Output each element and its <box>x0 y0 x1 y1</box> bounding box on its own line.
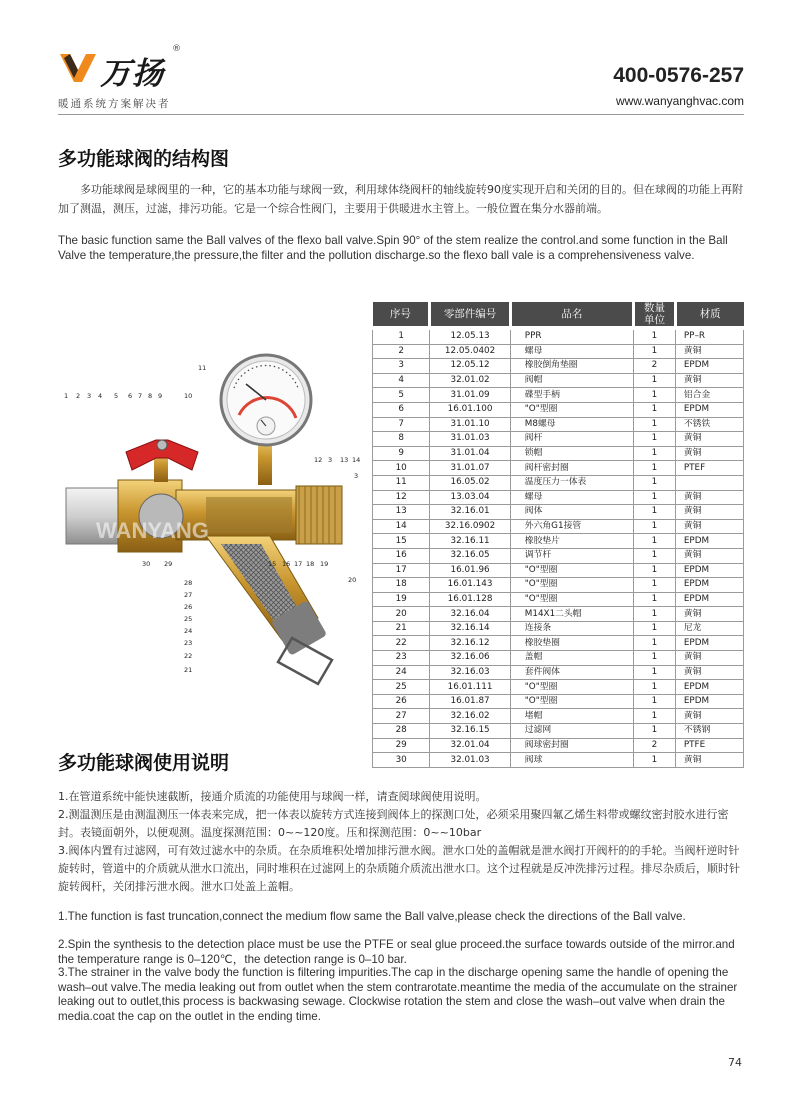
cell-qty: 1 <box>634 373 676 388</box>
cell-qty: 1 <box>634 432 676 447</box>
cell-qty: 1 <box>634 621 676 636</box>
section-title-usage: 多功能球阀使用说明 <box>58 752 230 774</box>
callout-number: 17 <box>294 560 303 568</box>
usage-en-3: 3.The strainer in the valve body the function is filtering impurities.The cap in the discharge opening same the handle of opening the wash–out valve.The media leaking out from outlet when the stem contrarotate.meantime the media of the accumulate on the strainer leaking out to outlet,this process is backwasing sewage. Clockwise rotation the stem and close the wash–out valve when drain the media.coat the cap on the outlet in the ending time. <box>58 966 738 1023</box>
col-header-no: 序号 <box>373 302 430 328</box>
temperature-pressure-gauge <box>221 355 311 485</box>
table-row <box>373 373 744 388</box>
brand-logo-icon <box>58 48 98 88</box>
cell-part-code: 32.01.04 <box>430 738 510 753</box>
cell-part-code: 13.03.04 <box>430 490 510 505</box>
cell-name: 盖帽 <box>510 651 633 666</box>
callout-number: 8 <box>148 392 153 400</box>
usage-cn-3: 3.阀体内置有过滤网，可有效过滤水中的杂质。在杂质堆积处增加排污泄水阀。泄水口处的盖帽就是泄水阀打开阀杆的的手轮。当阀杆逆时针旋转时，管道中的介质就从泄水口流出，同时堆积在过滤网上的杂质随介质流出泄水口。这个过程就是反冲洗排污过程。排尽杂质后，顺时针旋转阀杆，关闭排污泄水阀。泄水口处盖上盖帽。 <box>58 844 740 893</box>
callout-number: 28 <box>184 579 193 587</box>
cell-qty: 1 <box>634 651 676 666</box>
table-row <box>373 519 744 534</box>
cell-part-code: 16.01.111 <box>430 680 510 695</box>
cell-no: 19 <box>373 592 430 607</box>
cell-name: 橡胶垫片 <box>510 534 633 549</box>
table-row <box>373 548 744 563</box>
cell-name: "O"型圈 <box>510 694 633 709</box>
callout-number: 2 <box>76 392 81 400</box>
callout-number: 5 <box>114 392 119 400</box>
cell-qty: 1 <box>634 694 676 709</box>
cell-part-code: 32.01.02 <box>430 373 510 388</box>
intro-paragraph-cn: 多功能球阀是球阀里的一种，它的基本功能与球阀一致，利用球体绕阀杆的轴线旋转90度实现开启和关闭的目的。但在球阀的功能上再附加了测温，测压，过滤，排污功能。它是一个综合性阀门，主要用于供暖进水主管上。一般位置在集分水器前端。 <box>58 183 743 215</box>
callout-number: 15 <box>268 560 277 568</box>
cell-material: EPDM <box>675 534 743 549</box>
cell-name: 调节杆 <box>510 548 633 563</box>
header-divider <box>58 114 744 115</box>
callout-number: 18 <box>306 560 315 568</box>
cell-qty: 1 <box>634 475 676 490</box>
table-row <box>373 505 744 520</box>
cell-part-code: 32.01.03 <box>430 753 510 768</box>
callout-number: 21 <box>184 666 193 674</box>
cell-part-code: 32.16.06 <box>430 651 510 666</box>
cell-qty: 1 <box>634 417 676 432</box>
cell-name: "O"型圈 <box>510 402 633 417</box>
cell-qty: 1 <box>634 563 676 578</box>
cell-qty: 1 <box>634 388 676 403</box>
cell-name: 碟型手柄 <box>510 388 633 403</box>
callout-number: 10 <box>184 392 193 400</box>
callout-number: 25 <box>184 615 193 623</box>
cell-qty: 1 <box>634 344 676 359</box>
cell-name: 锁帽 <box>510 446 633 461</box>
cell-name: 阀球密封圈 <box>510 738 633 753</box>
cell-no: 21 <box>373 621 430 636</box>
cell-material: 黄铜 <box>675 753 743 768</box>
cell-part-code: 16.01.100 <box>430 402 510 417</box>
callout-number: 3 <box>328 456 333 464</box>
cell-name: 阀球 <box>510 753 633 768</box>
cell-name: 套件阀体 <box>510 665 633 680</box>
cell-no: 16 <box>373 548 430 563</box>
cell-no: 24 <box>373 665 430 680</box>
cell-no: 2 <box>373 344 430 359</box>
cell-no: 9 <box>373 446 430 461</box>
table-row <box>373 607 744 622</box>
cell-part-code: 31.01.07 <box>430 461 510 476</box>
cell-qty: 1 <box>634 519 676 534</box>
cell-no: 14 <box>373 519 430 534</box>
cell-material: EPDM <box>675 694 743 709</box>
cell-no: 11 <box>373 475 430 490</box>
cell-no: 13 <box>373 505 430 520</box>
callout-number: 22 <box>184 652 193 660</box>
cell-qty: 1 <box>634 636 676 651</box>
table-row <box>373 592 744 607</box>
callout-number: 29 <box>164 560 173 568</box>
cell-no: 10 <box>373 461 430 476</box>
diagram-watermark: WANYANG <box>96 518 209 543</box>
cell-part-code: 12.05.12 <box>430 359 510 374</box>
table-row <box>373 534 744 549</box>
cell-name: PPR <box>510 328 633 344</box>
cell-no: 26 <box>373 694 430 709</box>
table-row <box>373 328 744 344</box>
cell-qty: 1 <box>634 724 676 739</box>
table-row <box>373 665 744 680</box>
cell-material: EPDM <box>675 592 743 607</box>
table-row <box>373 359 744 374</box>
callout-number: 11 <box>198 364 207 372</box>
cell-no: 30 <box>373 753 430 768</box>
cell-qty: 1 <box>634 328 676 344</box>
cell-material: 黄铜 <box>675 432 743 447</box>
cell-part-code: 31.01.03 <box>430 432 510 447</box>
table-row <box>373 402 744 417</box>
cell-name: M14X1二头帽 <box>510 607 633 622</box>
cell-part-code: 16.01.128 <box>430 592 510 607</box>
cell-part-code: 32.16.01 <box>430 505 510 520</box>
cell-material: 尼龙 <box>675 621 743 636</box>
cell-name: 过滤网 <box>510 724 633 739</box>
cell-part-code: 12.05.0402 <box>430 344 510 359</box>
cell-material: EPDM <box>675 578 743 593</box>
cell-material: EPDM <box>675 680 743 695</box>
brand-slogan: 暖通系统方案解决者 <box>58 98 171 110</box>
cell-name: 橡胶倒角垫圈 <box>510 359 633 374</box>
table-row <box>373 724 744 739</box>
parts-table <box>372 302 744 768</box>
col-header-part-code: 零部件编号 <box>430 302 510 328</box>
cell-material: 黄铜 <box>675 519 743 534</box>
callout-number: 3 <box>87 392 92 400</box>
cell-qty: 1 <box>634 680 676 695</box>
cell-name: 连接条 <box>510 621 633 636</box>
cell-qty: 1 <box>634 402 676 417</box>
cell-material: 黄铜 <box>675 505 743 520</box>
cell-part-code: 32.16.02 <box>430 709 510 724</box>
cell-material: 黄铜 <box>675 548 743 563</box>
cell-no: 17 <box>373 563 430 578</box>
cell-material: PTEF <box>675 461 743 476</box>
col-header-material: 材质 <box>675 302 743 328</box>
cell-name: "O"型圈 <box>510 592 633 607</box>
table-row <box>373 738 744 753</box>
cell-no: 4 <box>373 373 430 388</box>
cell-part-code: 31.01.04 <box>430 446 510 461</box>
cell-no: 20 <box>373 607 430 622</box>
callout-number: 16 <box>282 560 291 568</box>
cell-no: 22 <box>373 636 430 651</box>
cell-part-code: 32.16.11 <box>430 534 510 549</box>
table-row <box>373 563 744 578</box>
cell-material: 不锈钢 <box>675 724 743 739</box>
cell-no: 28 <box>373 724 430 739</box>
cell-no: 29 <box>373 738 430 753</box>
table-row <box>373 694 744 709</box>
callout-number: 13 <box>340 456 349 464</box>
cell-no: 5 <box>373 388 430 403</box>
table-row <box>373 753 744 768</box>
cell-qty: 1 <box>634 753 676 768</box>
cell-material: EPDM <box>675 402 743 417</box>
cell-qty: 1 <box>634 548 676 563</box>
cell-qty: 1 <box>634 607 676 622</box>
table-row <box>373 490 744 505</box>
cell-name: 阀帽 <box>510 373 633 388</box>
usage-en-2: 2.Spin the synthesis to the detection place must be use the PTFE or seal glue proceed.the surface towards outside of the mirror.and the temperature range is 0–120℃，the detection range is 0–10 bar. <box>58 938 735 966</box>
cell-qty: 1 <box>634 578 676 593</box>
cell-part-code: 32.16.15 <box>430 724 510 739</box>
callout-number: 19 <box>320 560 329 568</box>
cell-material: 黄铜 <box>675 607 743 622</box>
cell-material <box>675 475 743 490</box>
table-row <box>373 680 744 695</box>
cell-no: 23 <box>373 651 430 666</box>
registered-mark: ® <box>172 44 181 54</box>
cell-no: 6 <box>373 402 430 417</box>
cell-no: 12 <box>373 490 430 505</box>
table-row <box>373 636 744 651</box>
cell-no: 3 <box>373 359 430 374</box>
cell-part-code: 31.01.09 <box>430 388 510 403</box>
callout-number: 14 <box>352 456 361 464</box>
cell-name: "O"型圈 <box>510 680 633 695</box>
col-header-name: 品名 <box>510 302 633 328</box>
cell-no: 27 <box>373 709 430 724</box>
cell-part-code: 32.16.12 <box>430 636 510 651</box>
cell-name: "O"型圈 <box>510 578 633 593</box>
cell-material: 黄铜 <box>675 344 743 359</box>
page-number: 74 <box>728 1056 742 1069</box>
cell-material: EPDM <box>675 359 743 374</box>
cell-name: 螺母 <box>510 490 633 505</box>
table-row <box>373 417 744 432</box>
cell-material: 黄铜 <box>675 651 743 666</box>
usage-cn-2: 2.测温测压是由测温测压一体表来完成，把一体表以旋转方式连接到阀体上的探测口处，必须采用聚四氟乙烯生料带或螺纹密封胶水进行密封。表镜面朝外，以便观测。温度探测范围：0~~120度。压和探测范围：0~~10bar <box>58 808 729 839</box>
cell-no: 8 <box>373 432 430 447</box>
cell-name: "O"型圈 <box>510 563 633 578</box>
callout-number: 3 <box>354 472 359 480</box>
cell-no: 25 <box>373 680 430 695</box>
callout-number: 12 <box>314 456 323 464</box>
callout-number: 6 <box>128 392 133 400</box>
cell-name: M8螺母 <box>510 417 633 432</box>
cell-part-code: 16.01.143 <box>430 578 510 593</box>
cell-name: 堵帽 <box>510 709 633 724</box>
callout-number: 1 <box>64 392 69 400</box>
cell-part-code: 32.16.0902 <box>430 519 510 534</box>
cell-material: EPDM <box>675 636 743 651</box>
callout-number: 30 <box>142 560 151 568</box>
cell-name: 阀杆 <box>510 432 633 447</box>
cell-no: 7 <box>373 417 430 432</box>
cell-name: 螺母 <box>510 344 633 359</box>
cell-qty: 1 <box>634 490 676 505</box>
cell-material: 黄铜 <box>675 373 743 388</box>
cell-material: 黄铜 <box>675 490 743 505</box>
cell-qty: 1 <box>634 709 676 724</box>
cell-material: PTFE <box>675 738 743 753</box>
table-row <box>373 709 744 724</box>
cell-qty: 1 <box>634 461 676 476</box>
brand-name: 万扬 <box>100 56 164 92</box>
cell-qty: 2 <box>634 738 676 753</box>
callout-number: 24 <box>184 627 193 635</box>
callout-number: 9 <box>158 392 163 400</box>
table-row <box>373 621 744 636</box>
callout-number: 7 <box>138 392 143 400</box>
callout-number: 4 <box>98 392 103 400</box>
cell-material: 黄铜 <box>675 446 743 461</box>
cell-no: 1 <box>373 328 430 344</box>
col-header-qty: 数量 单位 <box>634 302 676 328</box>
cell-no: 15 <box>373 534 430 549</box>
section-title-structure: 多功能球阀的结构图 <box>58 148 230 170</box>
cell-material: EPDM <box>675 563 743 578</box>
table-row <box>373 461 744 476</box>
table-row <box>373 388 744 403</box>
callout-number: 23 <box>184 639 193 647</box>
usage-en-1: 1.The function is fast truncation,connect the medium flow same the Ball valve,please check the directions of the Ball valve. <box>58 910 686 923</box>
cell-qty: 1 <box>634 446 676 461</box>
cell-material: 黄铜 <box>675 665 743 680</box>
table-row <box>373 578 744 593</box>
cell-part-code: 12.05.13 <box>430 328 510 344</box>
cell-material: 不锈铁 <box>675 417 743 432</box>
cell-qty: 1 <box>634 665 676 680</box>
cell-no: 18 <box>373 578 430 593</box>
cell-material: PP–R <box>675 328 743 344</box>
intro-paragraph-en: The basic function same the Ball valves of the flexo ball valve.Spin 90° of the stem realize the control.and some function in the Ball Valve the temperature,the pressure,the filter and the pollution discharge.so the flexo ball vale is a comprehensiveness valve. <box>58 234 728 262</box>
website-link[interactable]: www.wanyanghvac.com <box>615 94 744 108</box>
cell-part-code: 31.01.10 <box>430 417 510 432</box>
callout-number: 27 <box>184 591 193 599</box>
cell-name: 温度压力一体表 <box>510 475 633 490</box>
cell-part-code: 32.16.14 <box>430 621 510 636</box>
cell-part-code: 32.16.05 <box>430 548 510 563</box>
cell-qty: 1 <box>634 505 676 520</box>
table-row <box>373 432 744 447</box>
callout-number: 26 <box>184 603 193 611</box>
valve-structure-diagram <box>56 340 366 700</box>
cell-part-code: 16.05.02 <box>430 475 510 490</box>
cell-qty: 1 <box>634 534 676 549</box>
phone-number: 400-0576-257 <box>613 64 744 87</box>
cell-part-code: 16.01.96 <box>430 563 510 578</box>
cell-name: 外六角G1接管 <box>510 519 633 534</box>
cell-name: 阀杆密封圈 <box>510 461 633 476</box>
cell-qty: 1 <box>634 592 676 607</box>
cell-part-code: 32.16.04 <box>430 607 510 622</box>
parts-table-header <box>373 302 744 328</box>
table-row <box>373 651 744 666</box>
cell-material: 黄铜 <box>675 709 743 724</box>
cell-part-code: 32.16.03 <box>430 665 510 680</box>
cell-qty: 2 <box>634 359 676 374</box>
cell-name: 阀体 <box>510 505 633 520</box>
table-row <box>373 344 744 359</box>
cell-name: 橡胶垫圈 <box>510 636 633 651</box>
table-row <box>373 475 744 490</box>
callout-number: 20 <box>348 576 357 584</box>
cell-part-code: 16.01.87 <box>430 694 510 709</box>
usage-cn-1: 1.在管道系统中能快速截断，接通介质流的功能使用与球阀一样，请查阅球阀使用说明。 <box>58 790 487 803</box>
cell-material: 铝合金 <box>675 388 743 403</box>
table-row <box>373 446 744 461</box>
